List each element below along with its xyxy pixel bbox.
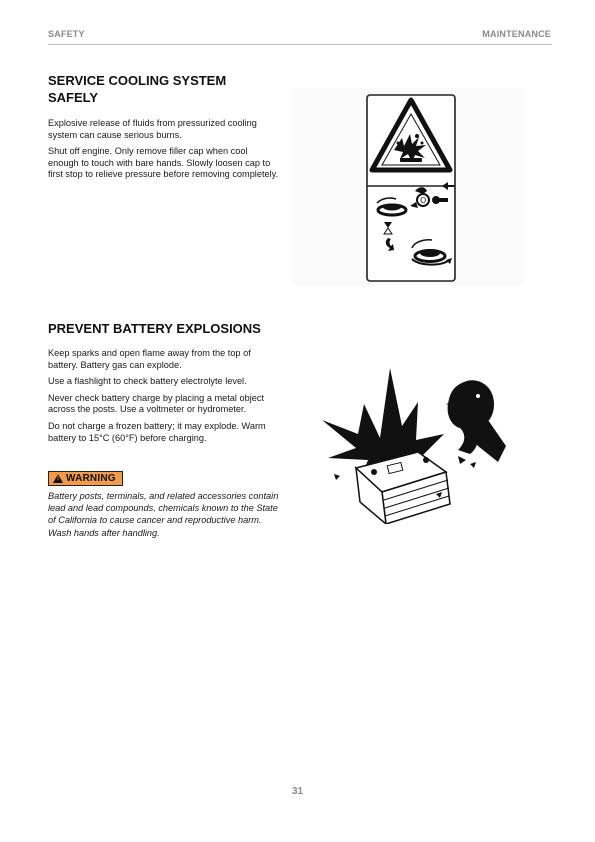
cooling-section-title: SERVICE COOLING SYSTEM SAFELY [48,73,227,105]
cooling-section-body [48,118,280,186]
svg-text:O: O [420,196,427,205]
cooling-paragraph: Explosive release of fluids from pressurized cooling system can cause serious burns. [48,118,257,140]
warning-text: Battery posts, terminals, and related accessories contain lead and lead compounds, chemicals known to the State of California to cause cancer and reproductive harm. Wash hands after handling. [48,491,279,538]
warning-label: WARNING [66,473,116,484]
battery-paragraph: Use a flashlight to check battery electrolyte level. [48,376,247,387]
person-silhouette-icon [446,380,506,462]
battery-section-title: PREVENT BATTERY EXPLOSIONS [48,321,261,336]
warning-triangle-icon: ! [53,474,63,483]
cooling-paragraph: Shut off engine. Only remove filler cap when cool enough to touch with bare hands. Slowly loosen cap to first stop to relieve pressure before removing completely. [48,146,279,180]
running-header-left: SAFETY [48,29,85,39]
battery-paragraph: Never check battery charge by placing a metal object across the posts. Use a voltmeter or hydrometer. [48,392,265,415]
header-rule [48,44,552,45]
page-number: 31 [291,786,304,797]
battery-paragraph: Do not charge a frozen battery; it may explode. Warm battery to 15°C (60°F) before charging. [48,420,266,443]
battery-section-body [48,348,280,449]
radiator-cap-safety-illustration [292,88,524,286]
battery-explosion-illustration [318,364,508,524]
warning-badge [48,471,123,486]
running-header-right: MAINTENANCE [482,29,551,39]
battery-paragraph: Keep sparks and open flame away from the top of battery. Battery gas can explode. [48,348,251,370]
